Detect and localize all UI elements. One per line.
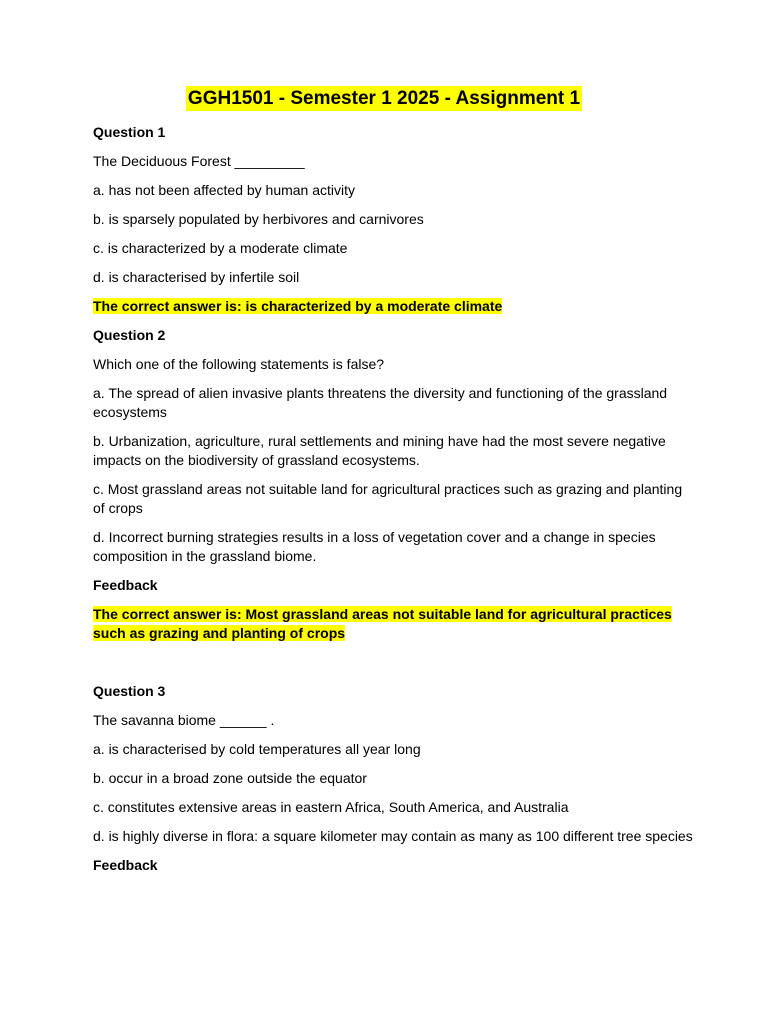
question-1-stem: The Deciduous Forest _________ xyxy=(93,153,305,169)
question-3-stem: The savanna biome ______ . xyxy=(93,712,275,728)
question-2-heading: Question 2 xyxy=(93,327,166,343)
question-1-option-b: b. is sparsely populated by herbivores and carnivores xyxy=(93,211,424,227)
question-2-answer-text: The correct answer is: Most grassland areas not suitable land for agricultural practices such as grazing and planting of crops xyxy=(93,606,672,641)
question-2-option-a: a. The spread of alien invasive plants threatens the diversity and functioning of the grassland ecosystems xyxy=(93,385,668,420)
title-wrap xyxy=(93,86,675,111)
spacer xyxy=(93,653,693,682)
question-3-feedback-heading: Feedback xyxy=(93,857,158,873)
question-1-option-c: c. is characterized by a moderate climate xyxy=(93,240,348,256)
question-3-heading: Question 3 xyxy=(93,683,166,699)
document-page xyxy=(93,86,693,885)
document-title: GGH1501 - Semester 1 2025 - Assignment 1 xyxy=(187,88,581,109)
question-2-answer xyxy=(93,605,693,643)
question-1-heading: Question 1 xyxy=(93,124,166,140)
question-3-option-c: c. constitutes extensive areas in eastern Africa, South America, and Australia xyxy=(93,799,569,815)
question-3-option-a: a. is characterised by cold temperatures all year long xyxy=(93,741,421,757)
question-2-option-d: d. Incorrect burning strategies results in a loss of vegetation cover and a change in species composition in the grassland biome. xyxy=(93,529,656,564)
question-2-stem: Which one of the following statements is false? xyxy=(93,356,385,372)
question-2-option-c: c. Most grassland areas not suitable land for agricultural practices such as grazing and planting of crops xyxy=(93,481,683,516)
question-2-option-b: b. Urbanization, agriculture, rural settlements and mining have had the most severe negative impacts on the biodiversity of grassland ecosystems. xyxy=(93,433,666,468)
question-3-option-d: d. is highly diverse in flora: a square kilometer may contain as many as 100 different tree species xyxy=(93,828,693,844)
question-1-answer-text: The correct answer is: is characterized by a moderate climate xyxy=(93,298,503,314)
question-1-answer xyxy=(93,297,693,316)
question-2-feedback-heading: Feedback xyxy=(93,577,158,593)
question-1-option-d: d. is characterised by infertile soil xyxy=(93,269,300,285)
question-3-option-b: b. occur in a broad zone outside the equator xyxy=(93,770,367,786)
question-1-option-a: a. has not been affected by human activity xyxy=(93,182,356,198)
